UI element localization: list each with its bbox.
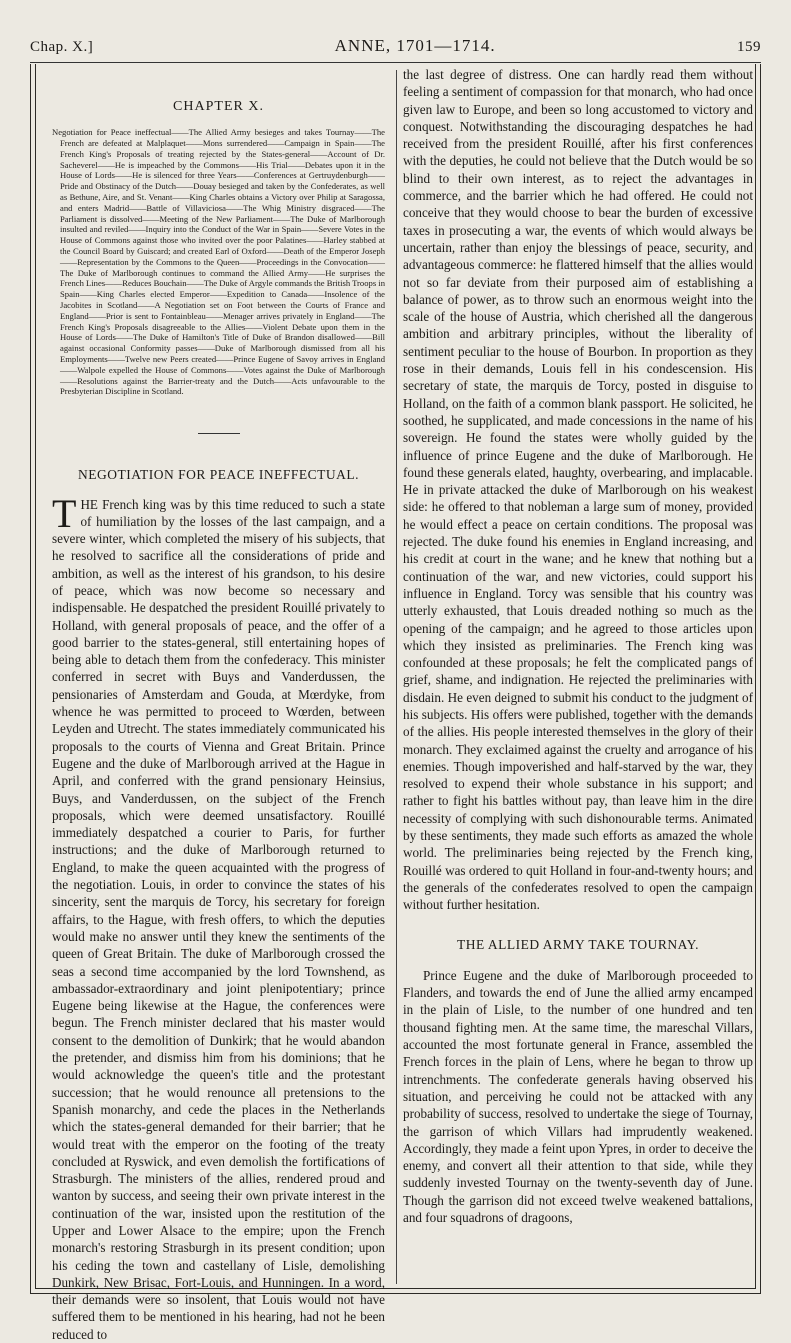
header-rule — [30, 62, 761, 63]
body-paragraph: Prince Eugene and the duke of Marlborough proceeded to Flanders, and towards the end of June the allied army encamped in the plain of Lisle, to the number of one hundred and ten thousand fighting men. At the same time, the mareschal Villars, accounted the most fortunate general in France, assembled the French forces in the plain of Lens, where he began to throw up intrenchments. The confederate generals having observed his situation, and perceiving he could not be attacked with any probability of success, resolved to undertake the siege of Tournay, the garrison of which Villars had imprudently weakened. Accordingly, they made a feint upon Ypres, in order to deceive the enemy, and convert all their attention to that side, while they suddenly invested Tournay on the twenty-seventh day of June. Though the garrison did not exceed twelve weakened battalions, and four squadrons of dragoons, — [403, 967, 753, 1225]
body-paragraph — [52, 490, 385, 1343]
chapter-title: CHAPTER X. — [173, 99, 264, 114]
chapter-reference: Chap. X.] — [30, 39, 94, 55]
page-number: 159 — [737, 39, 761, 55]
paragraph-text: HE French king was by this time reduced to such a state of humiliation by the losses of the last campaign, and a severe winter, which completed the misery of his subjects, that he resolved to sacrifice all the considerations of pride and ambition, as well as the interest of his grandson, to his desire of peace, which was now become so necessary and indispensable. He despatched the president Rouillé privately to Holland, with general proposals of peace, and the offer of a good barrier to the states-general, still entertaining hopes of being able to detach them from the confederacy. This minister conferred in secret with Buys and Vanderdussen, the pensionaries of Amsterdam and Gouda, at Mœrdyke, from whence he was permitted to proceed to Wœrden, between Leyden and Utrecht. The states immediately communicated his proposals to the courts of Vienna and Great Britain. Prince Eugene and the duke of Marlborough arrived at the Hague in April, and conferred with the grand pensionary Heinsius, Buys, and Vanderdussen, on the subject of the French proposals, which were deemed unsatisfactory. Rouillé immediately despatched a courier to Paris, for further instructions; and the duke of Marlborough returned to England, to make the queen acquainted with the progress of the negotiation. Louis, in order to convince the states of his sincerity, sent the marquis de Torcy, his secretary for foreign affairs, to the Hague, with fresh offers, to which the deputies would make no answer until they knew the sentiments of the queen of Great Britain. The duke of Marlborough crossed the seas a second time accompanied by the lord Townshend, as ambassador-extraordinary and joint plenipotentiary; prince Eugene being likewise at the Hague, the conferences were begun. The French minister declared that his master would consent to the demolition of Dunkirk; that he would abandon the pretender, and dismiss him from his dominions; that he would acknowledge the queen's title and the protestant succession; that he would renounce all pretensions to the Spanish monarchy, and cede the places in the Netherlands which the states-general demanded for their barrier; that he would treat with the emperor on the footing of the treaty concluded at Ryswick, and even demolish the fortifications of Strasburgh. The ministers of the allies, rendered proud and wanton by success, and seeing their own private interest in the continuation of the war, insisted upon the restitution of the Upper and Lower Alsace to the empire; upon the French monarch's restoring Strasburgh in its present condition; upon his ceding the town and castellany of Lisle, demolishing Dunkirk, New Brisac, Fort-Louis, and Hunningen. In a word, their demands were so insolent, that Louis would not have suffered them to be mentioned in his hearing, had not he been reduced to — [52, 496, 385, 1342]
running-title: ANNE, 1701—1714. — [334, 36, 496, 55]
column-divider — [396, 70, 397, 1284]
drop-cap: T — [52, 490, 77, 536]
body-paragraph-continued: the last degree of distress. One can hardly read them without feeling a sentiment of compassion for that monarch, who had once given law to Europe, and been so long accustomed to victory and conquest. Notwithstanding the discouraging despatches he had received from the president Rouillé, after his first conferences with the deputies, he could not believe that the Dutch would be so blind to their own interest, as to reject the advantages in commerce, and the barrier which he had offered. He could not conceive that they would choose to bear the burden of excessive taxes in prosecuting a war, the events of which would always be uncertain, rather than enjoy the blessings of peace, security, and advantageous commerce: he flattered himself that the allies would not so far deviate from their purposed aim of establishing a balance of power, as to throw such an enormous weight into the scale of the house of Austria, which cherished all the dangerous ambition and arbitrary principles, without the liberality of sentiment peculiar to the house of Bourbon. In proportion as they rose in their demands, Louis fell in his condescension. His secretary of state, the marquis de Torcy, posted in disguise to Holland, on the faith of a common blank passport. He solicited, he soothed, he supplicated, and made concessions in the name of his sovereign. He found the states were wholly guided by the influence of prince Eugene and the duke of Marlborough. He found these generals elated, haughty, overbearing, and implacable. He in private attacked the duke of Marlborough on his weakest side: he offered to that nobleman a large sum of money, provided he would effect a peace on certain conditions. The proposal was rejected. The duke found his enemies in England increasing, and his credit at court in the wane; and he knew that nothing but a continuation of the war, and new victories, could support his influence in England. Torcy was sensible that his country was utterly exhausted, that Louis dreaded nothing so much as the opening of the campaign; and he agreed to those articles upon which they insisted as preliminaries. The French king was confounded at these proposals; he felt the complicated pangs of grief, shame, and indignation. He rejected the preliminaries with disdain. He even deigned to submit his conduct to the judgment of his subjects. His offers were published, together with the demands of the allies. His people interested themselves in the glory of their monarch. They exclaimed against the cruelty and arrogance of his enemies. Though impoverished and half-starved by the war, they resolved to expend their whole substance in his support; and rather to fight his battles without pay, than leave him in the dire necessity of complying with such dishonourable terms. Animated by these sentiments, they made such efforts as amazed the whole world. The preliminaries being rejected by the French king, Rouillé was ordered to quit Holland in four-and-twenty hours; and the generals of the confederates resolved to open the campaign without further hesitation. — [403, 67, 753, 913]
running-head — [30, 36, 761, 54]
chapter-summary: Negotiation for Peace ineffectual——The Allied Army besieges and takes Tournay——The French are defeated at Malplaquet——Mons surrendered——Campaign in Spain——The French King's Proposals of treating rejected by the States-general——Account of Dr. Sacheverel——He is impeached by the Commons——His Trial——Debates upon it in the House of Lords——He is silenced for three Years——Conferences at Gertruydenburgh——Pride and Obstinacy of the Dutch——Douay besieged and taken by the Confederates, as well as Bethune, Aire, and St. Venant——King Charles obtains a Victory over Philip at Saragossa, and enters Madrid——Battle of Villaviciosa——The Whig Ministry disgraced——The Parliament is dissolved——Meeting of the New Parliament——The Duke of Marlborough insulted and reviled——Inquiry into the Conduct of the War in Spain——Severe Votes in the House of Commons against those who invited over the poor Palatines——Harley stabbed at the Council Board by Guiscard; and created Earl of Oxford——Death of the Emperor Joseph——Representation by the Commons to the Queen——Proceedings in the Convocation——The Duke of Marlborough continues to command the Allied Army——He surprises the French Lines——Reduces Bouchain——The Duke of Argyle commands the British Troops in Spain——King Charles elected Emperor——Expedition to Canada——Insolence of the Jacobites in Scotland——A Negotiation set on Foot between the Courts of France and England——Prior is sent to Fontainbleau——Menager arrives privately in England——The French King's Proposals disagreeable to the Allies——Violent Debate upon them in the House of Lords——The Duke of Hamilton's Title of Duke of Brandon disallowed——Bill against occasional Conformity passes——Duke of Marlborough dismissed from all his Employments——Twelve new Peers created——Prince Eugene of Savoy arrives in England——Walpole expelled the House of Commons——Votes against the Duke of Marlborough——Resolutions against the Barrier-treaty and the Dutch——Acts unfavourable to the Presbyterian Discipline in Scotland. — [52, 127, 385, 397]
left-column — [52, 66, 385, 1343]
section-heading-tournay: THE ALLIED ARMY TAKE TOURNAY. — [456, 936, 700, 952]
section-divider-rule — [198, 433, 240, 434]
right-column — [403, 66, 753, 1226]
section-heading-negotiation: NEGOTIATION FOR PEACE INEFFECTUAL. — [78, 467, 359, 483]
